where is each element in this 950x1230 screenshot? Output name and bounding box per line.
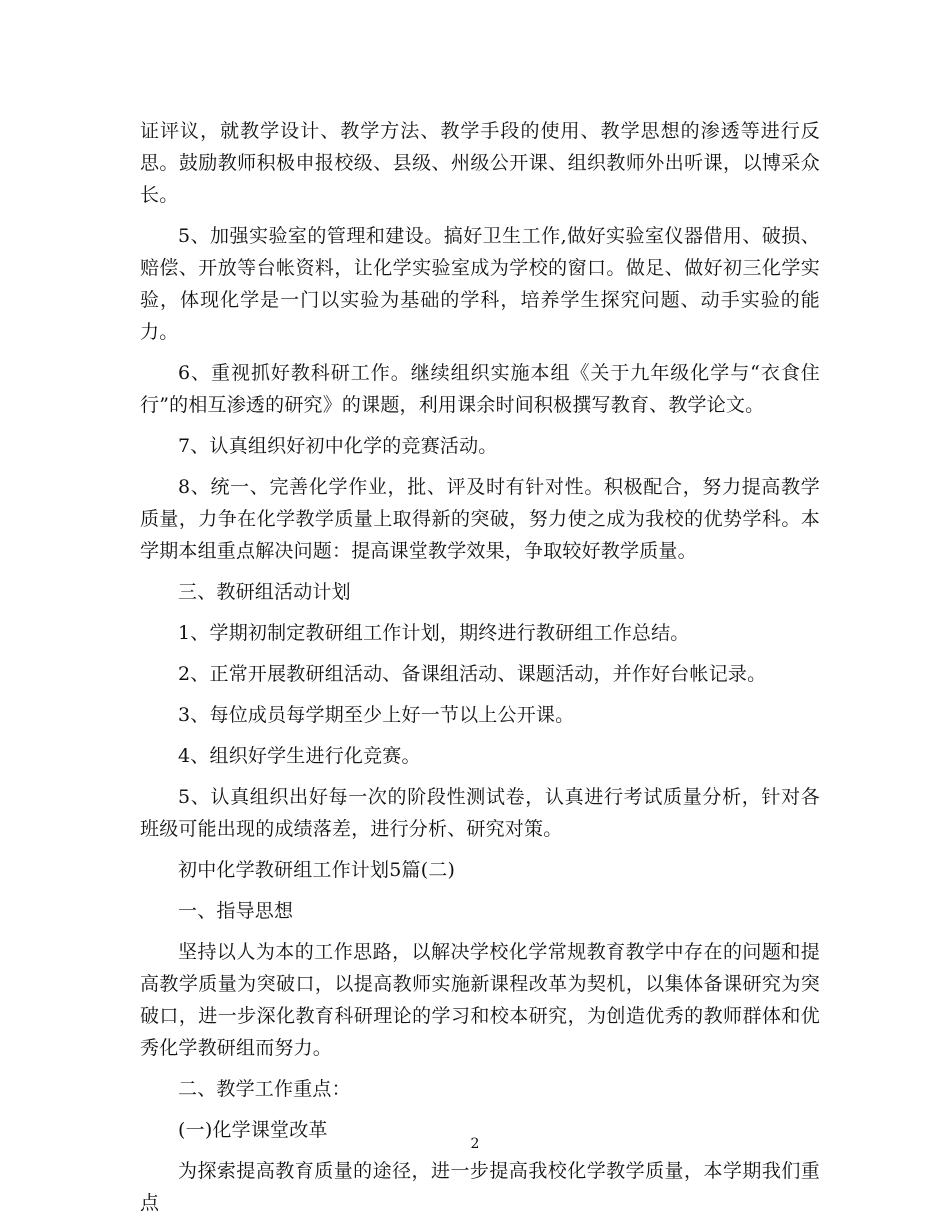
activity-item-3: 3、每位成员每学期至少上好一节以上公开课。 (178, 704, 575, 726)
paragraph-classroom-reform: 为探索提高教育质量的途径，进一步提高我校化学教学质量，本学期我们重点 (140, 1160, 820, 1214)
section-heading-activity-plan: 三、教研组活动计划 (178, 581, 351, 603)
paragraph-reflection-encouragement: 证评议，就教学设计、教学方法、教学手段的使用、教学思想的渗透等进行反思。鼓励教师积极申报校级、县级、州级公开课、组织教师外出听课，以博采众长。 (140, 120, 820, 206)
section-heading-guiding-thought: 一、指导思想 (178, 900, 294, 922)
activity-item-4: 4、组织好学生进行化竞赛。 (178, 745, 421, 767)
paragraph-item-5-lab-management: 5、加强实验室的管理和建设。搞好卫生工作,做好实验室仪器借用、破损、赔偿、开放等台帐资料，让化学实验室成为学校的窗口。做足、做好初三化学实验，体现化学是一门以实验为基础的学科，培养学生探究问题、动手实验的能力。 (140, 225, 820, 343)
section-heading-teaching-focus: 二、教学工作重点： (178, 1078, 351, 1100)
activity-item-1: 1、学期初制定教研组工作计划，期终进行教研组工作总结。 (178, 622, 690, 644)
paragraph-guiding-thought: 坚持以人为本的工作思路，以解决学校化学常规教育教学中存在的问题和提高教学质量为突破口，以提高教师实施新课程改革为契机，以集体备课研究为突破口，进一步深化教育科研理论的学习和校本研究，为创造优秀的教师群体和优秀化学教研组而努力。 (140, 941, 820, 1059)
document-body (140, 115, 820, 1228)
page-number: 2 (470, 1136, 480, 1152)
paragraph-item-6-research: 6、重视抓好教科研工作。继续组织实施本组《关于九年级化学与“衣食住行”的相互渗透的研究》的课题，利用课余时间积极撰写教育、教学论文。 (140, 362, 820, 416)
paragraph-item-8-homework: 8、统一、完善化学作业，批、评及时有针对性。积极配合，努力提高教学质量，力争在化学教学质量上取得新的突破，努力使之成为我校的优势学科。本学期本组重点解决问题：提高课堂教学效果，争取较好教学质量。 (140, 476, 820, 562)
subsection-heading-classroom-reform: (一)化学课堂改革 (178, 1119, 328, 1141)
paragraph-item-7-competition: 7、认真组织好初中化学的竞赛活动。 (178, 435, 498, 457)
activity-item-2: 2、正常开展教研组活动、备课组活动、课题活动，并作好台帐记录。 (178, 663, 767, 685)
activity-item-5: 5、认真组织出好每一次的阶段性测试卷，认真进行考试质量分析，针对各班级可能出现的成绩落差，进行分析、研究对策。 (140, 786, 820, 840)
article-title-part-two: 初中化学教研组工作计划5篇(二) (178, 859, 456, 881)
